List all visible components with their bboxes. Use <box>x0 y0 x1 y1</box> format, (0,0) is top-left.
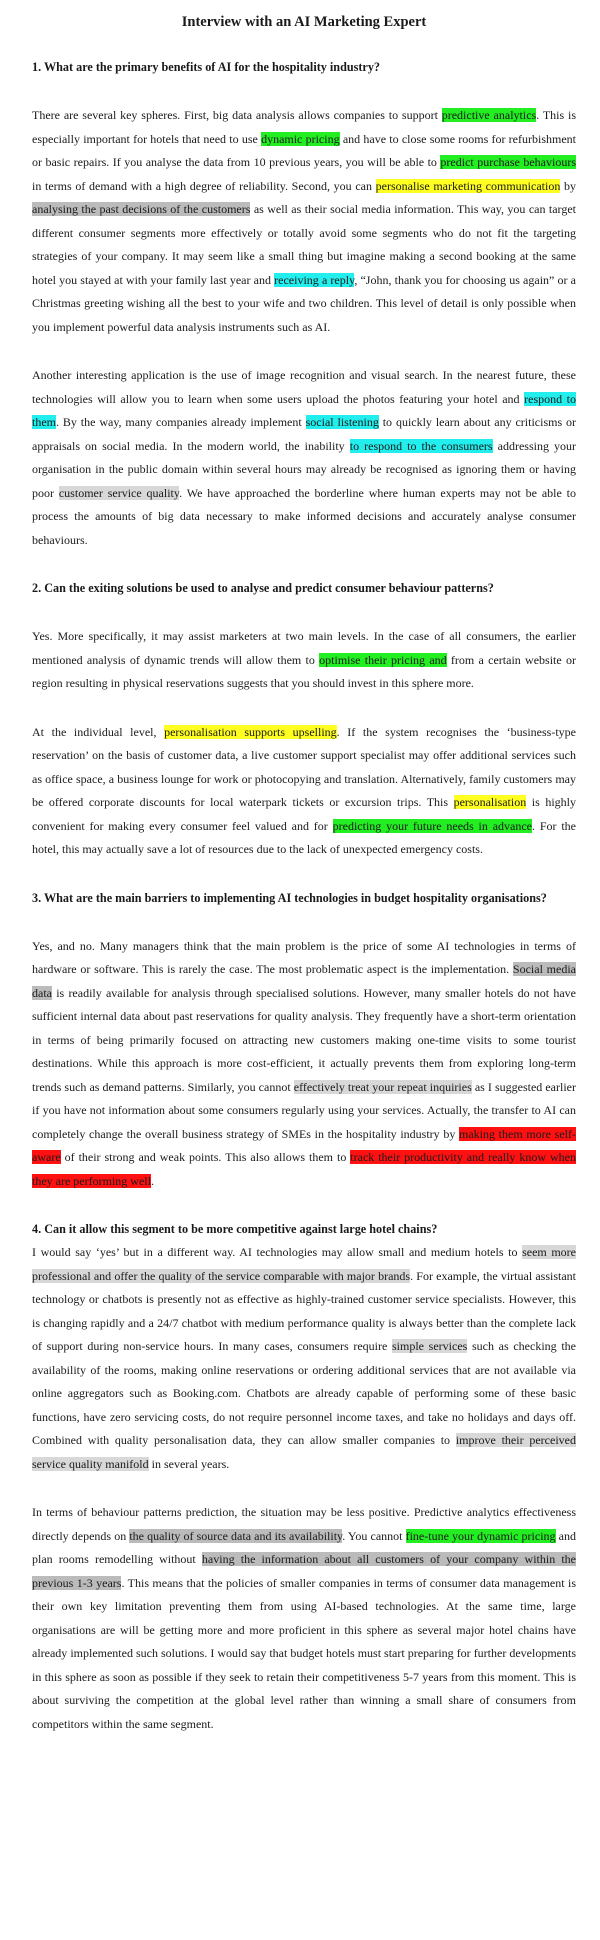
text-run: . You cannot <box>342 1528 406 1543</box>
highlighted-phrase: personalisation supports upselling <box>164 724 337 739</box>
highlighted-phrase: dynamic pricing <box>261 131 340 146</box>
text-run: and have to close some rooms for refurbishment or basic repairs. If you analyse the data from 10 previous years, you will be able to <box>32 131 576 169</box>
highlighted-phrase: receiving a reply <box>274 272 355 287</box>
question-heading: 1. What are the primary benefits of AI for the hospitality industry? <box>32 60 381 74</box>
text-run: . This means that the policies of smaller companies in terms of consumer data management is their own key limitation preventing them from using AI-based technologies. At the same time, large organisations are will be getting more and more proficient in this sphere as several major hotel chains have already implemented such solutions. I would say that budget hotels must start preparing for further developments in this sphere as soon as possible if they seek to retain their competitiveness 5-7 years from this moment. This is about surviving the competition at the global level rather than winning a small share of consumers from competitors within the same segment. <box>32 1575 576 1731</box>
text-run: . By the way, many companies already implement <box>56 415 306 429</box>
text-run: . For example, the virtual assistant technology or chatbots is presently not as effective as highly-trained customer service specialists. However, this is changing rapidly and a 24/7 chatbot with medium performance quality is always better than the complete lack of support during non-service hours. In many cases, consumers require <box>32 1268 577 1353</box>
answer-paragraph <box>32 625 576 696</box>
answer-paragraph <box>32 1501 576 1736</box>
text-run: . For the hotel, this may actually save a lot of resources due to the lack of unexpected emergency costs. <box>32 818 576 856</box>
text-run: Another interesting application is the use of image recognition and visual search. In the nearest future, these technologies will allow you to learn when some users upload the photos featuring your hotel and <box>32 368 576 406</box>
text-run: There are several key spheres. First, big data analysis allows companies to support <box>32 108 442 122</box>
text-run: . <box>150 1173 154 1188</box>
highlighted-phrase: improve their perceived service quality manifold <box>32 1433 576 1471</box>
text-run: In terms of behaviour patterns prediction, the situation may be less positive. Predictive analytics effectiveness directly depends on <box>32 1505 576 1543</box>
text-run: is readily available for analysis through specialised solutions. However, many smaller hotels do not have sufficient internal data about past reservations for quality analysis. They frequently have a short-term orientation in terms of being primarily focused on attracting new customers making one-time visits to some tourist destinations. While this approach is more cost-efficient, it actually prevents them from exploring long-term trends such as demand patterns. Similarly, you cannot <box>32 985 576 1094</box>
text-run: of their strong and weak points. This also allows them to <box>60 1150 351 1164</box>
highlighted-phrase: Social media data <box>32 962 576 1000</box>
text-run: . This is especially important for hotels that need to use <box>32 108 576 146</box>
highlighted-phrase: predicting your future needs in advance <box>332 818 532 833</box>
text-run: Yes, and no. Many managers think that the main problem is the price of some AI technologies in terms of hardware or software. This is rarely the case. The most problematic aspect is the implementation. <box>32 938 576 976</box>
text-run: by <box>560 178 577 193</box>
text-run: in terms of demand with a high degree of reliability. Second, you can <box>32 178 376 193</box>
highlighted-phrase: track their productivity and really know when they are performing well <box>32 1150 576 1188</box>
highlighted-phrase: effectively treat your repeat inquiries <box>293 1079 472 1094</box>
question-heading: 2. Can the exiting solutions be used to analyse and predict consumer behaviour patterns? <box>32 581 494 595</box>
highlighted-phrase: simple services <box>392 1339 468 1353</box>
highlighted-phrase: optimise their pricing and <box>319 652 447 667</box>
answer-paragraph <box>32 104 576 339</box>
text-run: , “John, thank you for choosing us again” or a Christmas greeting wishing all the best to your wife and two children. This level of detail is only possible when you implement powerful data analysis instruments such as AI. <box>32 272 576 334</box>
highlighted-phrase: predict purchase behaviours <box>440 155 576 169</box>
answer-paragraph <box>32 935 576 1194</box>
highlighted-phrase: predictive analytics <box>441 108 537 122</box>
highlighted-phrase: making them more self-aware <box>32 1126 577 1164</box>
highlighted-phrase: personalise marketing communication <box>375 178 561 193</box>
highlighted-phrase: analysing the past decisions of the customers <box>32 202 251 216</box>
highlighted-phrase: seem more professional and offer the quality of the service comparable with major brands <box>32 1245 577 1283</box>
highlighted-phrase: respond to them <box>32 391 577 429</box>
text-run: from a certain website or region resulting in physical reservations suggests that you should invest in this sphere more. <box>32 652 576 690</box>
highlighted-phrase: to respond to the consumers <box>349 438 493 453</box>
text-run: as I suggested earlier if you have not information about some consumers regularly using your services. Actually, the transfer to AI can completely change the overall business strategy of SMEs in the hospitality industry by <box>32 1079 576 1141</box>
text-run: Yes. More specifically, it may assist marketers at two main levels. In the case of all consumers, the earlier mentioned analysis of dynamic trends will allow them to <box>32 629 576 667</box>
text-run: I would say ‘yes’ but in a different way. AI technologies may allow small and medium hotels to <box>32 1245 523 1259</box>
text-run: . We have approached the borderline where human experts may not be able to process the amounts of big data necessary to make informed decisions and accurately analyse consumer behaviours. <box>32 485 576 547</box>
text-run: and plan rooms remodelling without <box>32 1528 576 1566</box>
highlighted-phrase: the quality of source data and its availability <box>129 1528 343 1543</box>
text-run: as well as their social media information. This way, you can target different consumer segments more effectively or totally avoid some segments who do not fit the targeting strategies of your company. It may seem like a small thing but imagine making a second booking at the same hotel you stayed at with your family last year and <box>32 202 576 287</box>
question-heading: 4. Can it allow this segment to be more competitive against large hotel chains? <box>32 1222 438 1236</box>
text-run: . If the system recognises the ‘business-type reservation’ on the basis of customer data, a live customer support specialist may offer additional services such as office space, a business lounge for work or photocopying and translation. Alternatively, family customers may be offered corporate discounts for local waterpark tickets or excursion trips. This <box>32 724 576 809</box>
highlighted-phrase: social listening <box>305 415 379 429</box>
answer-paragraph <box>32 1241 576 1476</box>
text-run: in several years. <box>148 1456 230 1471</box>
document-title: Interview with an AI Marketing Expert <box>181 14 427 30</box>
text-run: such as checking the availability of the rooms, making online reservations or ordering additional services that are not available via online aggregators such as Booking.com. Chatbots are already capable of performing some of these basic functions, have zero servicing costs, do not require personnel income taxes, and take no holidays and days off. Combined with quality personalisation data, they can allow smaller companies to <box>32 1339 576 1447</box>
highlighted-phrase: having the information about all customers of your company within the previous 1-3 years <box>32 1552 577 1590</box>
highlighted-phrase: fine-tune your dynamic pricing <box>405 1528 556 1543</box>
text-run: is highly convenient for making every consumer feel valued and for <box>32 795 576 833</box>
highlighted-phrase: personalisation <box>453 795 527 809</box>
highlighted-phrase: customer service quality <box>58 485 180 500</box>
question-heading: 3. What are the main barriers to implementing AI technologies in budget hospitality organisations? <box>32 890 547 905</box>
text-run: addressing your organisation in the public domain within several hours may already be recognised as ignoring them or having poor <box>32 438 576 500</box>
text-run: to quickly learn about any criticisms or appraisals on social media. In the modern world, the inability <box>32 415 577 453</box>
answer-paragraph <box>32 721 576 862</box>
text-run: At the individual level, <box>32 724 165 739</box>
answer-paragraph <box>32 364 576 552</box>
interview-content <box>32 56 576 1761</box>
